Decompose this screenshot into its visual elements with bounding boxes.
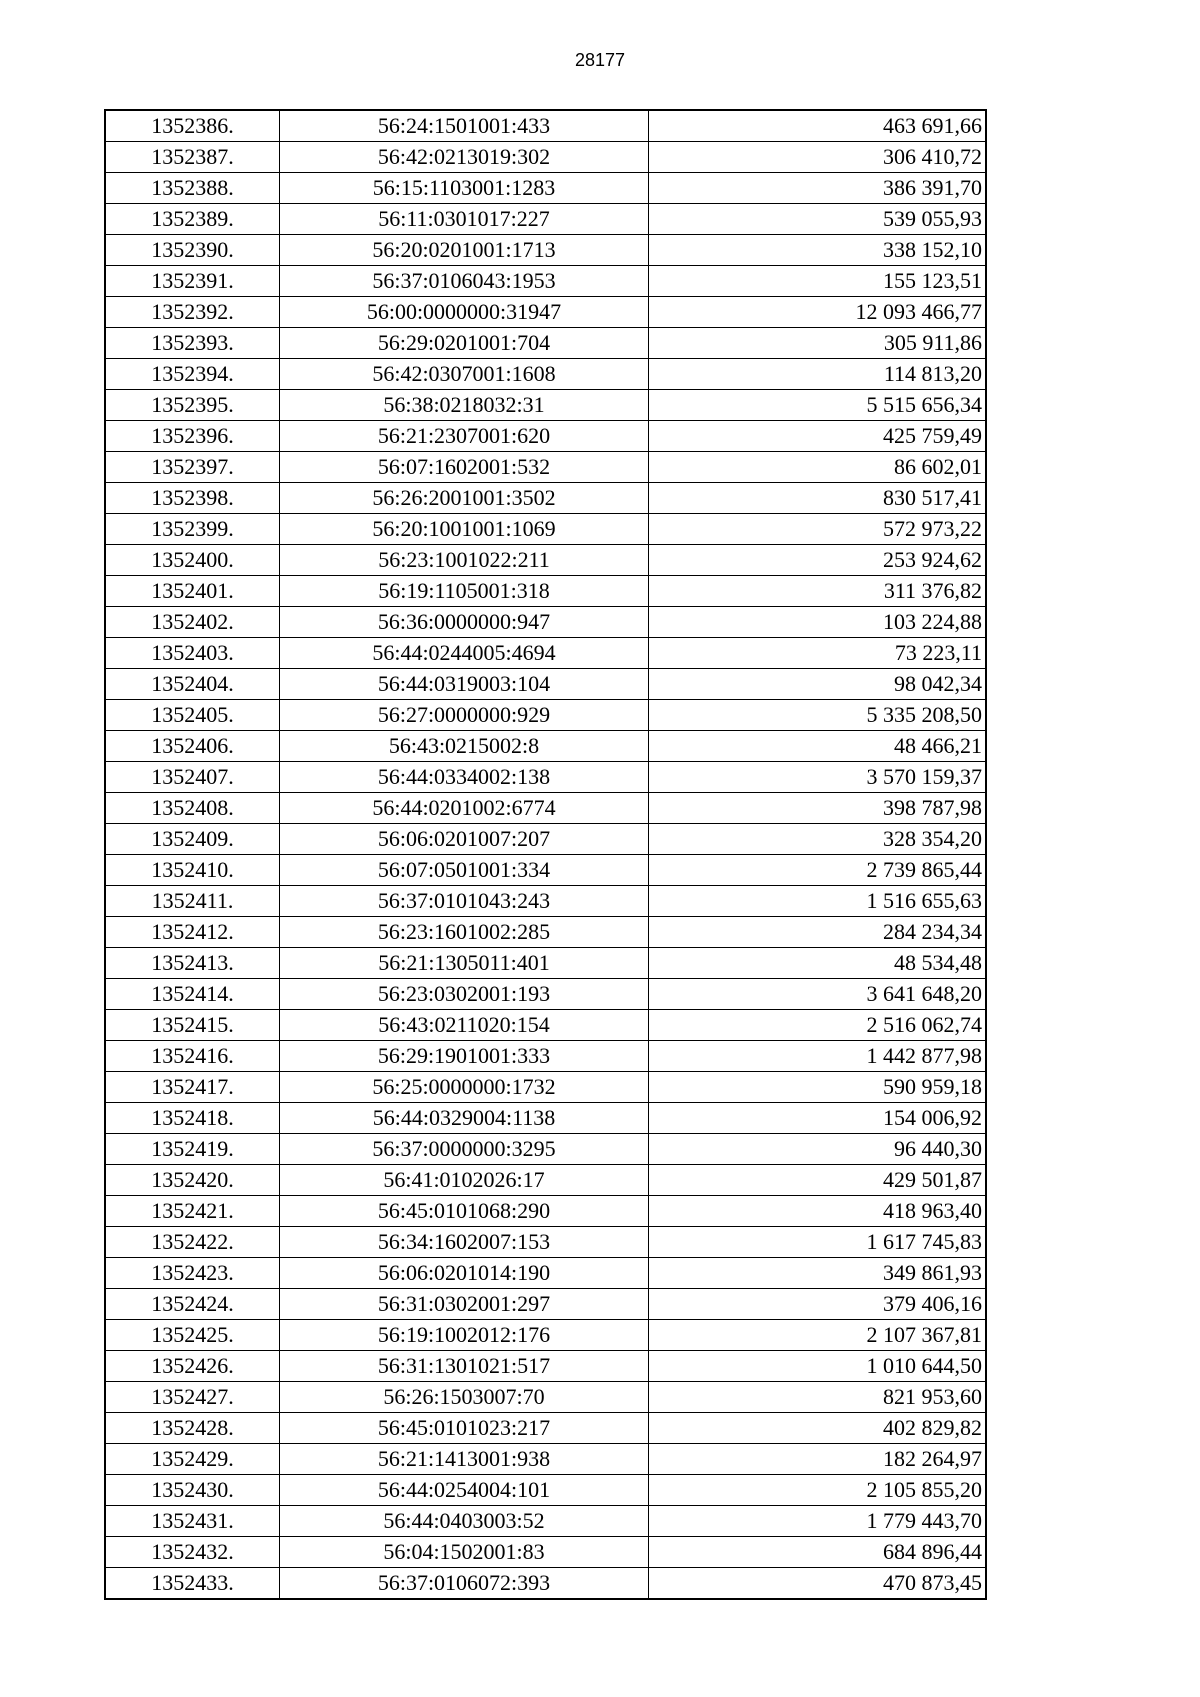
row-number-cell: 1352386. [105, 110, 280, 142]
cadastral-number-cell: 56:11:0301017:227 [280, 204, 649, 235]
row-number-cell: 1352413. [105, 948, 280, 979]
cadastral-number-cell: 56:37:0106043:1953 [280, 266, 649, 297]
table-row [105, 297, 986, 328]
cadastral-value-cell: 48 466,21 [649, 731, 987, 762]
table-row [105, 1351, 986, 1382]
table-row [105, 1320, 986, 1351]
table-row [105, 390, 986, 421]
row-number-cell: 1352406. [105, 731, 280, 762]
cadastral-value-cell: 1 516 655,63 [649, 886, 987, 917]
table-row [105, 948, 986, 979]
cadastral-value-cell: 338 152,10 [649, 235, 987, 266]
cadastral-number-cell: 56:24:1501001:433 [280, 110, 649, 142]
cadastral-number-cell: 56:20:0201001:1713 [280, 235, 649, 266]
row-number-cell: 1352431. [105, 1506, 280, 1537]
table-row [105, 1103, 986, 1134]
table-row [105, 576, 986, 607]
cadastral-number-cell: 56:44:0244005:4694 [280, 638, 649, 669]
cadastral-value-cell: 2 516 062,74 [649, 1010, 987, 1041]
cadastral-number-cell: 56:44:0403003:52 [280, 1506, 649, 1537]
table-row [105, 235, 986, 266]
cadastral-number-cell: 56:00:0000000:31947 [280, 297, 649, 328]
cadastral-value-cell: 1 010 644,50 [649, 1351, 987, 1382]
row-number-cell: 1352389. [105, 204, 280, 235]
row-number-cell: 1352426. [105, 1351, 280, 1382]
cadastral-value-cell: 684 896,44 [649, 1537, 987, 1568]
cadastral-value-table [104, 109, 987, 1600]
cadastral-number-cell: 56:06:0201007:207 [280, 824, 649, 855]
cadastral-value-cell: 1 442 877,98 [649, 1041, 987, 1072]
table-row [105, 731, 986, 762]
table-row [105, 421, 986, 452]
table-row [105, 1072, 986, 1103]
cadastral-value-cell: 3 570 159,37 [649, 762, 987, 793]
cadastral-number-cell: 56:20:1001001:1069 [280, 514, 649, 545]
row-number-cell: 1352402. [105, 607, 280, 638]
cadastral-number-cell: 56:29:1901001:333 [280, 1041, 649, 1072]
table-row [105, 1568, 986, 1600]
cadastral-number-cell: 56:21:2307001:620 [280, 421, 649, 452]
row-number-cell: 1352398. [105, 483, 280, 514]
table-body [105, 110, 986, 1599]
table-row [105, 514, 986, 545]
row-number-cell: 1352394. [105, 359, 280, 390]
table-row [105, 142, 986, 173]
cadastral-number-cell: 56:44:0329004:1138 [280, 1103, 649, 1134]
cadastral-value-cell: 463 691,66 [649, 110, 987, 142]
cadastral-value-cell: 429 501,87 [649, 1165, 987, 1196]
cadastral-number-cell: 56:43:0211020:154 [280, 1010, 649, 1041]
page-number: 28177 [574, 50, 626, 70]
table-row [105, 359, 986, 390]
row-number-cell: 1352403. [105, 638, 280, 669]
row-number-cell: 1352404. [105, 669, 280, 700]
cadastral-number-cell: 56:29:0201001:704 [280, 328, 649, 359]
row-number-cell: 1352420. [105, 1165, 280, 1196]
cadastral-value-cell: 418 963,40 [649, 1196, 987, 1227]
table-row [105, 669, 986, 700]
cadastral-value-cell: 425 759,49 [649, 421, 987, 452]
row-number-cell: 1352405. [105, 700, 280, 731]
table-row [105, 328, 986, 359]
row-number-cell: 1352401. [105, 576, 280, 607]
cadastral-value-cell: 284 234,34 [649, 917, 987, 948]
cadastral-value-cell: 821 953,60 [649, 1382, 987, 1413]
cadastral-value-cell: 86 602,01 [649, 452, 987, 483]
row-number-cell: 1352422. [105, 1227, 280, 1258]
table-row [105, 824, 986, 855]
cadastral-number-cell: 56:34:1602007:153 [280, 1227, 649, 1258]
cadastral-number-cell: 56:44:0201002:6774 [280, 793, 649, 824]
cadastral-value-cell: 539 055,93 [649, 204, 987, 235]
cadastral-number-cell: 56:15:1103001:1283 [280, 173, 649, 204]
row-number-cell: 1352408. [105, 793, 280, 824]
row-number-cell: 1352393. [105, 328, 280, 359]
row-number-cell: 1352399. [105, 514, 280, 545]
cadastral-value-cell: 2 107 367,81 [649, 1320, 987, 1351]
row-number-cell: 1352396. [105, 421, 280, 452]
cadastral-number-cell: 56:19:1002012:176 [280, 1320, 649, 1351]
cadastral-number-cell: 56:37:0106072:393 [280, 1568, 649, 1600]
cadastral-number-cell: 56:36:0000000:947 [280, 607, 649, 638]
cadastral-value-cell: 154 006,92 [649, 1103, 987, 1134]
cadastral-number-cell: 56:23:1601002:285 [280, 917, 649, 948]
table-row [105, 266, 986, 297]
cadastral-number-cell: 56:44:0334002:138 [280, 762, 649, 793]
cadastral-value-cell: 2 105 855,20 [649, 1475, 987, 1506]
row-number-cell: 1352417. [105, 1072, 280, 1103]
cadastral-number-cell: 56:42:0213019:302 [280, 142, 649, 173]
row-number-cell: 1352427. [105, 1382, 280, 1413]
table-row [105, 452, 986, 483]
cadastral-value-cell: 155 123,51 [649, 266, 987, 297]
cadastral-value-cell: 590 959,18 [649, 1072, 987, 1103]
table-row [105, 855, 986, 886]
row-number-cell: 1352424. [105, 1289, 280, 1320]
row-number-cell: 1352423. [105, 1258, 280, 1289]
row-number-cell: 1352387. [105, 142, 280, 173]
cadastral-value-cell: 73 223,11 [649, 638, 987, 669]
cadastral-number-cell: 56:06:0201014:190 [280, 1258, 649, 1289]
cadastral-number-cell: 56:27:0000000:929 [280, 700, 649, 731]
table-row [105, 886, 986, 917]
table-row [105, 638, 986, 669]
row-number-cell: 1352407. [105, 762, 280, 793]
row-number-cell: 1352411. [105, 886, 280, 917]
table-row [105, 1506, 986, 1537]
cadastral-number-cell: 56:26:1503007:70 [280, 1382, 649, 1413]
cadastral-number-cell: 56:21:1305011:401 [280, 948, 649, 979]
cadastral-number-cell: 56:25:0000000:1732 [280, 1072, 649, 1103]
table-row [105, 1382, 986, 1413]
cadastral-value-cell: 5 515 656,34 [649, 390, 987, 421]
row-number-cell: 1352395. [105, 390, 280, 421]
cadastral-value-cell: 103 224,88 [649, 607, 987, 638]
cadastral-value-cell: 48 534,48 [649, 948, 987, 979]
row-number-cell: 1352390. [105, 235, 280, 266]
table-row [105, 762, 986, 793]
table-row [105, 1289, 986, 1320]
cadastral-number-cell: 56:42:0307001:1608 [280, 359, 649, 390]
cadastral-value-cell: 328 354,20 [649, 824, 987, 855]
table-row [105, 1444, 986, 1475]
row-number-cell: 1352391. [105, 266, 280, 297]
cadastral-number-cell: 56:37:0101043:243 [280, 886, 649, 917]
table-row [105, 1227, 986, 1258]
cadastral-number-cell: 56:21:1413001:938 [280, 1444, 649, 1475]
cadastral-value-cell: 311 376,82 [649, 576, 987, 607]
cadastral-number-cell: 56:45:0101023:217 [280, 1413, 649, 1444]
cadastral-value-cell: 830 517,41 [649, 483, 987, 514]
cadastral-value-cell: 2 739 865,44 [649, 855, 987, 886]
cadastral-value-cell: 349 861,93 [649, 1258, 987, 1289]
cadastral-value-cell: 98 042,34 [649, 669, 987, 700]
table-row [105, 607, 986, 638]
cadastral-value-cell: 12 093 466,77 [649, 297, 987, 328]
cadastral-number-cell: 56:37:0000000:3295 [280, 1134, 649, 1165]
cadastral-value-cell: 114 813,20 [649, 359, 987, 390]
cadastral-value-cell: 572 973,22 [649, 514, 987, 545]
table-row [105, 1165, 986, 1196]
table-row [105, 1010, 986, 1041]
table-row [105, 917, 986, 948]
cadastral-number-cell: 56:23:1001022:211 [280, 545, 649, 576]
row-number-cell: 1352409. [105, 824, 280, 855]
table-row [105, 545, 986, 576]
cadastral-number-cell: 56:23:0302001:193 [280, 979, 649, 1010]
cadastral-value-cell: 305 911,86 [649, 328, 987, 359]
row-number-cell: 1352388. [105, 173, 280, 204]
cadastral-number-cell: 56:44:0319003:104 [280, 669, 649, 700]
cadastral-number-cell: 56:04:1502001:83 [280, 1537, 649, 1568]
table-row [105, 1475, 986, 1506]
row-number-cell: 1352414. [105, 979, 280, 1010]
cadastral-number-cell: 56:31:1301021:517 [280, 1351, 649, 1382]
table-row [105, 1041, 986, 1072]
row-number-cell: 1352400. [105, 545, 280, 576]
cadastral-value-cell: 182 264,97 [649, 1444, 987, 1475]
row-number-cell: 1352421. [105, 1196, 280, 1227]
cadastral-value-cell: 379 406,16 [649, 1289, 987, 1320]
cadastral-number-cell: 56:38:0218032:31 [280, 390, 649, 421]
cadastral-number-cell: 56:07:1602001:532 [280, 452, 649, 483]
cadastral-value-cell: 402 829,82 [649, 1413, 987, 1444]
row-number-cell: 1352392. [105, 297, 280, 328]
row-number-cell: 1352430. [105, 1475, 280, 1506]
row-number-cell: 1352428. [105, 1413, 280, 1444]
cadastral-value-cell: 398 787,98 [649, 793, 987, 824]
table-row [105, 483, 986, 514]
table-row [105, 1537, 986, 1568]
cadastral-value-cell: 5 335 208,50 [649, 700, 987, 731]
cadastral-value-cell: 1 617 745,83 [649, 1227, 987, 1258]
table-row [105, 1134, 986, 1165]
table-row [105, 204, 986, 235]
row-number-cell: 1352432. [105, 1537, 280, 1568]
cadastral-number-cell: 56:44:0254004:101 [280, 1475, 649, 1506]
cadastral-value-cell: 96 440,30 [649, 1134, 987, 1165]
cadastral-value-cell: 3 641 648,20 [649, 979, 987, 1010]
table-row [105, 1196, 986, 1227]
row-number-cell: 1352433. [105, 1568, 280, 1600]
cadastral-value-cell: 386 391,70 [649, 173, 987, 204]
row-number-cell: 1352425. [105, 1320, 280, 1351]
cadastral-number-cell: 56:07:0501001:334 [280, 855, 649, 886]
row-number-cell: 1352416. [105, 1041, 280, 1072]
row-number-cell: 1352429. [105, 1444, 280, 1475]
row-number-cell: 1352397. [105, 452, 280, 483]
table-row [105, 1258, 986, 1289]
row-number-cell: 1352419. [105, 1134, 280, 1165]
table-row [105, 173, 986, 204]
cadastral-number-cell: 56:45:0101068:290 [280, 1196, 649, 1227]
table-row [105, 1413, 986, 1444]
row-number-cell: 1352415. [105, 1010, 280, 1041]
cadastral-value-cell: 306 410,72 [649, 142, 987, 173]
row-number-cell: 1352410. [105, 855, 280, 886]
row-number-cell: 1352418. [105, 1103, 280, 1134]
cadastral-number-cell: 56:43:0215002:8 [280, 731, 649, 762]
row-number-cell: 1352412. [105, 917, 280, 948]
table-row [105, 979, 986, 1010]
cadastral-number-cell: 56:26:2001001:3502 [280, 483, 649, 514]
cadastral-value-cell: 253 924,62 [649, 545, 987, 576]
cadastral-number-cell: 56:19:1105001:318 [280, 576, 649, 607]
cadastral-value-cell: 1 779 443,70 [649, 1506, 987, 1537]
table-row [105, 793, 986, 824]
table-row [105, 700, 986, 731]
table-row [105, 110, 986, 142]
cadastral-value-cell: 470 873,45 [649, 1568, 987, 1600]
cadastral-number-cell: 56:31:0302001:297 [280, 1289, 649, 1320]
cadastral-number-cell: 56:41:0102026:17 [280, 1165, 649, 1196]
